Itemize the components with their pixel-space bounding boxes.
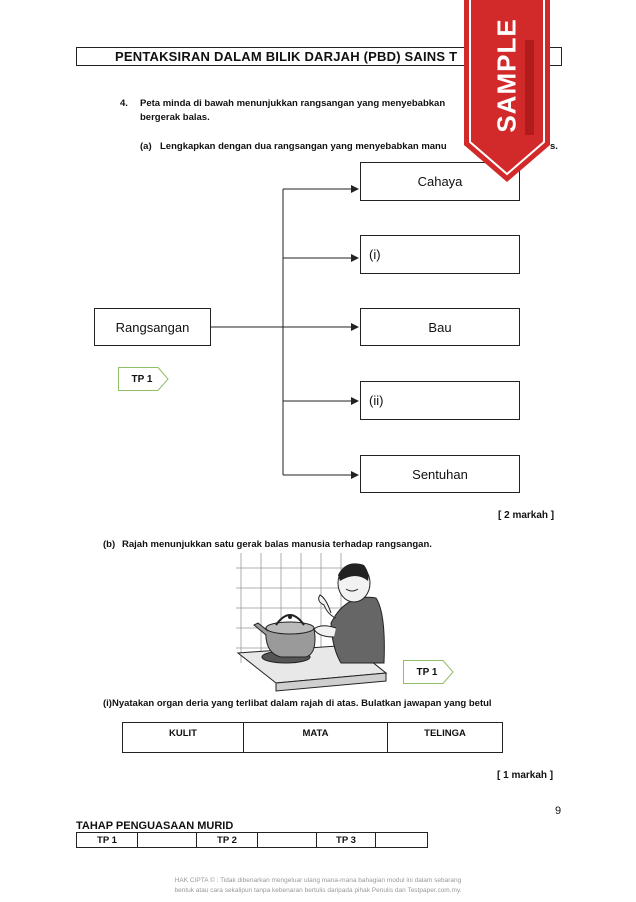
mind-map-root: Rangsangan xyxy=(94,308,211,346)
part-a-text-end: s. xyxy=(550,141,558,152)
branch-blank-i[interactable]: (i) xyxy=(360,235,520,274)
mastery-tp1: TP 1 xyxy=(77,833,138,848)
answer-options-table xyxy=(122,722,503,753)
mastery-table xyxy=(76,832,428,848)
branch-cahaya: Cahaya xyxy=(360,162,520,201)
branch-blank-ii[interactable]: (ii) xyxy=(360,381,520,420)
tp-tag-a-label: TP 1 xyxy=(131,373,153,385)
page-number: 9 xyxy=(555,805,562,817)
table-row xyxy=(77,833,428,848)
part-b-label: (b) xyxy=(103,539,116,550)
mastery-tp3: TP 3 xyxy=(317,833,376,848)
part-a-label: (a) xyxy=(140,141,152,152)
tp-tag-b xyxy=(403,660,463,684)
branch-bau: Bau xyxy=(360,308,520,346)
question-text-line2: bergerak balas. xyxy=(140,112,210,123)
kettle-illustration xyxy=(236,553,396,693)
question-text-line1: Peta minda di bawah menunjukkan rangsangan yang menyebabkan xyxy=(140,98,446,109)
option-kulit[interactable]: KULIT xyxy=(123,723,244,753)
part-a-text: Lengkapkan dengan dua rangsangan yang menyebabkan manu xyxy=(160,141,447,152)
branch-sentuhan: Sentuhan xyxy=(360,455,520,493)
mastery-tp2: TP 2 xyxy=(197,833,258,848)
mastery-title: TAHAP PENGUASAAN MURID xyxy=(76,820,234,832)
tp-tag-a xyxy=(118,367,178,391)
footer-line2: bentuk atau cara sekalipun tanpa kebenaran bertulis daripada pihak Penulis dan Testpaper.com.my. xyxy=(174,887,462,894)
mastery-tp1-box[interactable] xyxy=(138,833,197,848)
mastery-tp2-box[interactable] xyxy=(258,833,317,848)
footer-line1: HAK CIPTA © : Tidak dibenarkan mengeluar ulang mana-mana bahagian modul ini dalam sebarang xyxy=(174,877,462,884)
part-b-text: Rajah menunjukkan satu gerak balas manusia terhadap rangsangan. xyxy=(122,539,432,550)
option-mata[interactable]: MATA xyxy=(244,723,388,753)
page-header: PENTAKSIRAN DALAM BILIK DARJAH (PBD) SAINS T xyxy=(76,47,562,66)
option-telinga[interactable]: TELINGA xyxy=(388,723,503,753)
sample-ribbon xyxy=(462,0,552,150)
sub-question-i: (i)Nyatakan organ deria yang terlibat dalam rajah di atas. Bulatkan jawapan yang betul xyxy=(103,698,492,709)
marks-a: [ 2 markah ] xyxy=(498,510,555,521)
mastery-tp3-box[interactable] xyxy=(376,833,428,848)
tp-tag-b-label: TP 1 xyxy=(416,666,438,678)
question-number: 4. xyxy=(120,98,128,109)
sample-watermark-text: SAMPLE xyxy=(491,17,522,133)
marks-b: [ 1 markah ] xyxy=(497,770,554,781)
table-row xyxy=(123,723,503,753)
